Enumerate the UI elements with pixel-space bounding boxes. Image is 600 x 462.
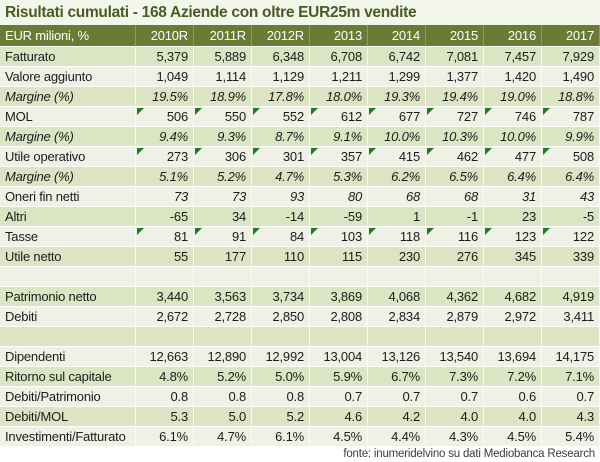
value-cell	[484, 327, 542, 347]
value-cell: 0.8	[252, 387, 310, 407]
value-cell: 73	[136, 187, 194, 207]
value-cell	[136, 327, 194, 347]
value-cell-flagged: 508	[542, 147, 600, 167]
value-cell: 4.0	[426, 407, 484, 427]
value-cell-flagged: 477	[484, 147, 542, 167]
row-label: Debiti/MOL	[0, 407, 136, 427]
value-cell: 345	[484, 247, 542, 267]
value-cell: 6,742	[368, 47, 426, 67]
value-cell: 80	[310, 187, 368, 207]
value-cell: 5.0	[194, 407, 252, 427]
value-cell: 4.4%	[368, 427, 426, 447]
value-cell: 0.8	[194, 387, 252, 407]
value-cell	[368, 327, 426, 347]
table-title: Risultati cumulati - 168 Aziende con oltre EUR25m vendite	[0, 0, 600, 25]
value-cell: 9.3%	[194, 127, 252, 147]
value-cell: 6.4%	[542, 167, 600, 187]
value-cell: 1,049	[136, 67, 194, 87]
value-cell: 1,490	[542, 67, 600, 87]
value-cell: 339	[542, 247, 600, 267]
value-cell: -5	[542, 207, 600, 227]
value-cell: 1,299	[368, 67, 426, 87]
value-cell	[542, 267, 600, 287]
value-cell: 230	[368, 247, 426, 267]
table-row	[0, 287, 600, 307]
value-cell: 4.5%	[484, 427, 542, 447]
value-cell: 68	[426, 187, 484, 207]
table-row	[0, 407, 600, 427]
table-row	[0, 207, 600, 227]
value-cell-flagged: 91	[194, 227, 252, 247]
value-cell: 110	[252, 247, 310, 267]
value-cell-flagged: 118	[368, 227, 426, 247]
table-row	[0, 247, 600, 267]
value-cell: 2,879	[426, 307, 484, 327]
value-cell: 12,992	[252, 347, 310, 367]
value-cell: 6.7%	[368, 367, 426, 387]
value-cell-flagged: 787	[542, 107, 600, 127]
value-cell-flagged: 103	[310, 227, 368, 247]
value-cell-flagged: 306	[194, 147, 252, 167]
value-cell: 4,068	[368, 287, 426, 307]
row-label: Altri	[0, 207, 136, 227]
row-label: Patrimonio netto	[0, 287, 136, 307]
value-cell	[484, 267, 542, 287]
value-cell: 2,972	[484, 307, 542, 327]
value-cell	[310, 267, 368, 287]
value-cell-flagged: 552	[252, 107, 310, 127]
value-cell-flagged: 462	[426, 147, 484, 167]
table-row	[0, 127, 600, 147]
value-cell: 7.1%	[542, 367, 600, 387]
value-cell	[252, 327, 310, 347]
spacer-row	[0, 327, 600, 347]
source-note: fonte: inumeridelvino su dati Mediobanca Research	[0, 447, 600, 462]
value-cell: 4.0	[484, 407, 542, 427]
value-cell	[194, 327, 252, 347]
value-cell-flagged: 123	[484, 227, 542, 247]
value-cell: 73	[194, 187, 252, 207]
value-cell: 5.0%	[252, 367, 310, 387]
value-cell: 6.1%	[136, 427, 194, 447]
table-row	[0, 427, 600, 447]
table-row	[0, 367, 600, 387]
header-row	[0, 25, 600, 47]
value-cell-flagged: 301	[252, 147, 310, 167]
value-cell: 13,540	[426, 347, 484, 367]
value-cell: 2,834	[368, 307, 426, 327]
value-cell: 6,348	[252, 47, 310, 67]
value-cell: 177	[194, 247, 252, 267]
value-cell: 4,682	[484, 287, 542, 307]
value-cell	[426, 327, 484, 347]
table-row	[0, 87, 600, 107]
table-row	[0, 47, 600, 67]
table-row	[0, 227, 600, 247]
value-cell: 5.2%	[194, 367, 252, 387]
value-cell: 1,420	[484, 67, 542, 87]
value-cell: 8.7%	[252, 127, 310, 147]
value-cell	[426, 267, 484, 287]
value-cell: 2,672	[136, 307, 194, 327]
value-cell: 4.6	[310, 407, 368, 427]
value-cell: 0.6	[484, 387, 542, 407]
value-cell: 4.3%	[426, 427, 484, 447]
value-cell: 1,211	[310, 67, 368, 87]
value-cell: 7.2%	[484, 367, 542, 387]
value-cell	[194, 267, 252, 287]
row-label: Debiti	[0, 307, 136, 327]
value-cell: 2,808	[310, 307, 368, 327]
table-row	[0, 387, 600, 407]
spacer-row	[0, 267, 600, 287]
value-cell: 18.9%	[194, 87, 252, 107]
value-cell: 3,563	[194, 287, 252, 307]
value-cell: 13,126	[368, 347, 426, 367]
value-cell: 3,440	[136, 287, 194, 307]
value-cell: 4,362	[426, 287, 484, 307]
table-row	[0, 107, 600, 127]
value-cell: 7,929	[542, 47, 600, 67]
row-label	[0, 267, 136, 287]
value-cell: 5.1%	[136, 167, 194, 187]
value-cell: 19.5%	[136, 87, 194, 107]
value-cell: 3,869	[310, 287, 368, 307]
header-year-2016: 2016	[484, 25, 542, 47]
value-cell: 1	[368, 207, 426, 227]
value-cell: 31	[484, 187, 542, 207]
value-cell: 0.7	[426, 387, 484, 407]
header-year-2015: 2015	[426, 25, 484, 47]
value-cell: 4.3	[542, 407, 600, 427]
value-cell-flagged: 357	[310, 147, 368, 167]
value-cell: 5,379	[136, 47, 194, 67]
table-row	[0, 307, 600, 327]
value-cell-flagged: 506	[136, 107, 194, 127]
value-cell: 1,129	[252, 67, 310, 87]
table-row	[0, 187, 600, 207]
results-table	[0, 25, 600, 447]
value-cell-flagged: 116	[426, 227, 484, 247]
header-year-2014: 2014	[368, 25, 426, 47]
value-cell: 0.8	[136, 387, 194, 407]
table-row	[0, 347, 600, 367]
value-cell: 4.2	[368, 407, 426, 427]
value-cell: 5.3	[136, 407, 194, 427]
row-label: Dipendenti	[0, 347, 136, 367]
value-cell: 9.9%	[542, 127, 600, 147]
value-cell: 0.7	[310, 387, 368, 407]
value-cell-flagged: 746	[484, 107, 542, 127]
value-cell: 1,377	[426, 67, 484, 87]
value-cell: 5.4%	[542, 427, 600, 447]
value-cell: 6.2%	[368, 167, 426, 187]
value-cell: 34	[194, 207, 252, 227]
value-cell: 4.5%	[310, 427, 368, 447]
value-cell: 6.4%	[484, 167, 542, 187]
row-label: Ritorno sul capitale	[0, 367, 136, 387]
value-cell: 0.7	[368, 387, 426, 407]
value-cell: 17.8%	[252, 87, 310, 107]
value-cell: 3,734	[252, 287, 310, 307]
value-cell: 10.3%	[426, 127, 484, 147]
value-cell-flagged: 550	[194, 107, 252, 127]
row-label	[0, 327, 136, 347]
header-year-2013: 2013	[310, 25, 368, 47]
value-cell	[310, 327, 368, 347]
value-cell: 9.4%	[136, 127, 194, 147]
value-cell: 2,728	[194, 307, 252, 327]
value-cell: 5.2	[252, 407, 310, 427]
row-label: MOL	[0, 107, 136, 127]
value-cell: 4.7%	[252, 167, 310, 187]
value-cell: 4.8%	[136, 367, 194, 387]
row-label: Tasse	[0, 227, 136, 247]
value-cell: 19.4%	[426, 87, 484, 107]
row-label: Valore aggiunto	[0, 67, 136, 87]
value-cell: 23	[484, 207, 542, 227]
value-cell: -59	[310, 207, 368, 227]
value-cell: 18.8%	[542, 87, 600, 107]
header-year-2011R: 2011R	[194, 25, 252, 47]
row-label: Investimenti/Fatturato	[0, 427, 136, 447]
value-cell: 6.5%	[426, 167, 484, 187]
value-cell-flagged: 273	[136, 147, 194, 167]
header-year-2010R: 2010R	[136, 25, 194, 47]
value-cell: 4,919	[542, 287, 600, 307]
value-cell: 5.2%	[194, 167, 252, 187]
value-cell-flagged: 122	[542, 227, 600, 247]
header-label-cell: EUR milioni, %	[0, 25, 136, 47]
value-cell: 7,081	[426, 47, 484, 67]
header-year-2017: 2017	[542, 25, 600, 47]
value-cell: 14,175	[542, 347, 600, 367]
value-cell: 10.0%	[368, 127, 426, 147]
value-cell-flagged: 677	[368, 107, 426, 127]
row-label: Utile operativo	[0, 147, 136, 167]
value-cell: 276	[426, 247, 484, 267]
value-cell: 19.3%	[368, 87, 426, 107]
value-cell: 12,663	[136, 347, 194, 367]
row-label: Fatturato	[0, 47, 136, 67]
value-cell: 6.1%	[252, 427, 310, 447]
value-cell: 93	[252, 187, 310, 207]
table-row	[0, 167, 600, 187]
value-cell: 5,889	[194, 47, 252, 67]
table-row	[0, 67, 600, 87]
value-cell-flagged: 81	[136, 227, 194, 247]
row-label: Margine (%)	[0, 167, 136, 187]
value-cell: 9.1%	[310, 127, 368, 147]
value-cell: 12,890	[194, 347, 252, 367]
value-cell: 68	[368, 187, 426, 207]
value-cell: 7,457	[484, 47, 542, 67]
header-year-2012R: 2012R	[252, 25, 310, 47]
value-cell	[368, 267, 426, 287]
value-cell: 7.3%	[426, 367, 484, 387]
value-cell: 0.7	[542, 387, 600, 407]
value-cell-flagged: 84	[252, 227, 310, 247]
row-label: Utile netto	[0, 247, 136, 267]
value-cell: -1	[426, 207, 484, 227]
value-cell: 5.9%	[310, 367, 368, 387]
value-cell: -14	[252, 207, 310, 227]
table-row	[0, 147, 600, 167]
row-label: Oneri fin netti	[0, 187, 136, 207]
value-cell	[136, 267, 194, 287]
value-cell: 4.7%	[194, 427, 252, 447]
value-cell: 13,694	[484, 347, 542, 367]
value-cell: 10.0%	[484, 127, 542, 147]
value-cell: 6,708	[310, 47, 368, 67]
value-cell-flagged: 415	[368, 147, 426, 167]
value-cell-flagged: 727	[426, 107, 484, 127]
value-cell: 18.0%	[310, 87, 368, 107]
row-label: Margine (%)	[0, 127, 136, 147]
value-cell-flagged: 612	[310, 107, 368, 127]
value-cell: 55	[136, 247, 194, 267]
value-cell: 13,004	[310, 347, 368, 367]
value-cell: 2,850	[252, 307, 310, 327]
value-cell	[252, 267, 310, 287]
value-cell: 1,114	[194, 67, 252, 87]
value-cell	[542, 327, 600, 347]
value-cell: 5.3%	[310, 167, 368, 187]
value-cell: 43	[542, 187, 600, 207]
value-cell: 115	[310, 247, 368, 267]
value-cell: -65	[136, 207, 194, 227]
row-label: Margine (%)	[0, 87, 136, 107]
value-cell: 19.0%	[484, 87, 542, 107]
value-cell: 3,411	[542, 307, 600, 327]
row-label: Debiti/Patrimonio	[0, 387, 136, 407]
